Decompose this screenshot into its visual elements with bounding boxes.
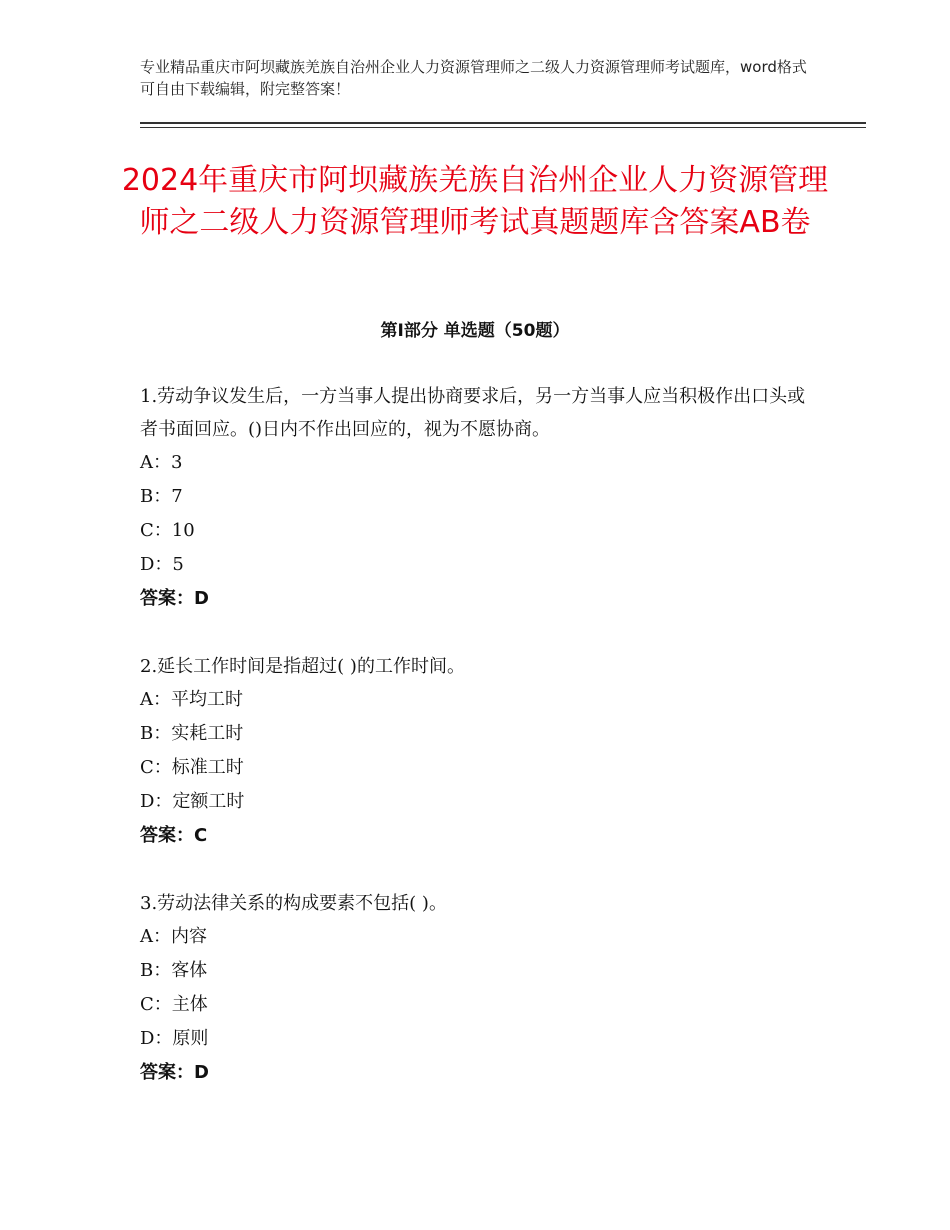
- answer: 答案：C: [140, 825, 208, 846]
- option-c: C：主体: [140, 994, 208, 1015]
- option-a: A：3: [140, 452, 183, 473]
- option-c: C：标准工时: [140, 757, 244, 778]
- question-list: [140, 380, 820, 1124]
- question-stem: 2.延长工作时间是指超过( )的工作时间。: [140, 656, 465, 677]
- option-a: A：内容: [140, 926, 207, 947]
- question-1: [140, 380, 820, 616]
- header-rule-thin: [140, 127, 866, 128]
- question-stem: 3.劳动法律关系的构成要素不包括( )。: [140, 893, 447, 914]
- header-note: 专业精品重庆市阿坝藏族羌族自治州企业人力资源管理师之二级人力资源管理师考试题库，word格式可自由下载编辑，附完整答案！: [140, 58, 807, 98]
- answer: 答案：D: [140, 588, 209, 609]
- option-d: D：5: [140, 554, 184, 575]
- option-b: B：客体: [140, 960, 208, 981]
- question-stem: 1.劳动争议发生后，一方当事人提出协商要求后，另一方当事人应当积极作出口头或者书面回应。()日内不作出回应的，视为不愿协商。: [140, 386, 806, 440]
- header-rule-thick: [140, 122, 866, 124]
- option-b: B：实耗工时: [140, 723, 244, 744]
- option-c: C：10: [140, 520, 195, 541]
- option-b: B：7: [140, 486, 183, 507]
- document-title: 2024年重庆市阿坝藏族羌族自治州企业人力资源管理师之二级人力资源管理师考试真题题库含答案AB卷: [121, 163, 829, 240]
- question-3: [140, 887, 820, 1090]
- question-2: [140, 650, 820, 853]
- section-heading: 第Ⅰ部分 单选题（50题）: [380, 321, 570, 341]
- option-a: A：平均工时: [140, 689, 243, 710]
- option-d: D：定额工时: [140, 791, 245, 812]
- answer: 答案：D: [140, 1062, 209, 1083]
- option-d: D：原则: [140, 1028, 209, 1049]
